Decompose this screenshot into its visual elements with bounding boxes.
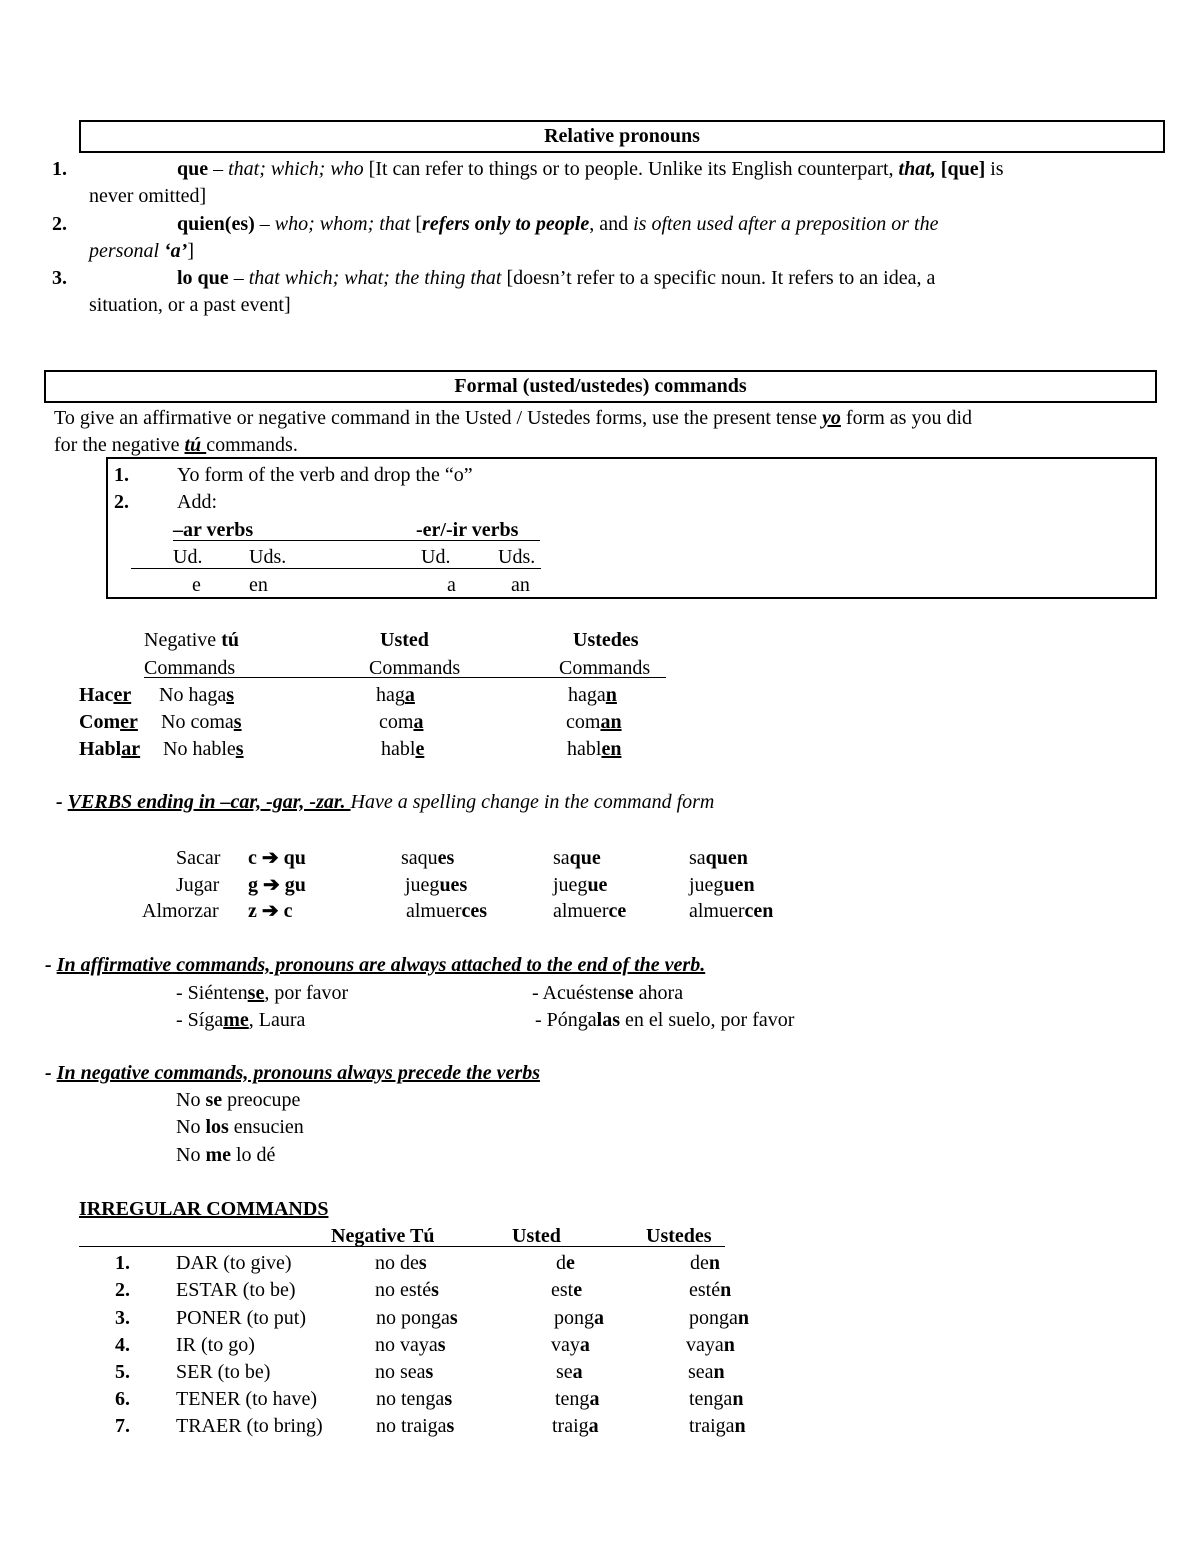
list-number: 3. [52, 267, 67, 289]
step-number: 2. [114, 491, 129, 513]
col-header-ustedes: Ustedes [646, 1225, 712, 1247]
er-ir-verbs-heading: -er/-ir verbs [416, 519, 519, 541]
ud-label: Ud. [421, 546, 451, 568]
col-subheader: Commands [369, 657, 461, 679]
example: - Siéntense, por favor [176, 982, 349, 1004]
example: - Sígame, Laura [176, 1009, 306, 1031]
col-header-usted: Usted [512, 1225, 561, 1247]
divider [79, 1246, 725, 1247]
ar-verbs-heading: –ar verbs [173, 519, 254, 541]
step-text: Add: [177, 491, 217, 513]
col-subheader: Commands [144, 657, 236, 679]
step-number: 1. [114, 464, 129, 486]
ar-uds-ending: en [249, 574, 268, 596]
formal-commands-title-box [44, 370, 1157, 403]
divider [173, 540, 540, 541]
list-item-text: lo que – that which; what; the thing that [doesn’t refer to a specific noun. It refers to an idea, a [177, 267, 936, 289]
list-item-text: que – that; which; who [It can refer to things or to people. Unlike its English counterpart, that, [que] is [177, 158, 1004, 180]
col-header-negative-tu: Negative Tú [331, 1225, 435, 1247]
divider [144, 677, 666, 678]
uds-label: Uds. [249, 546, 287, 568]
er-uds-ending: an [511, 574, 530, 596]
ud-label: Ud. [173, 546, 203, 568]
divider [131, 568, 541, 569]
example: No los ensucien [176, 1116, 304, 1138]
spelling-heading: - VERBS ending in –car, -gar, -zar. Have a spelling change in the command form [56, 791, 715, 813]
col-subheader: Commands [559, 657, 651, 679]
relative-pronouns-title-box [79, 120, 1165, 153]
formal-intro-line-2: for the negative tú commands. [54, 434, 298, 456]
formal-commands-title: Formal (usted/ustedes) commands [454, 375, 747, 397]
er-ud-ending: a [447, 574, 456, 596]
example: - Acuéstense ahora [532, 982, 684, 1004]
example: No me lo dé [176, 1144, 276, 1166]
col-header-negative-tu: Negative tú [144, 629, 239, 651]
ar-ud-ending: e [192, 574, 201, 596]
example: No se preocupe [176, 1089, 301, 1111]
uds-label: Uds. [498, 546, 536, 568]
list-item-continuation: situation, or a past event] [89, 294, 291, 316]
col-header-ustedes: Ustedes [573, 629, 639, 651]
example: - Póngalas en el suelo, por favor [535, 1009, 795, 1031]
step-text: Yo form of the verb and drop the “o” [177, 464, 473, 486]
arrow-icon: ➔ [263, 874, 280, 896]
arrow-icon: ➔ [261, 847, 279, 869]
list-number: 1. [52, 158, 67, 180]
arrow-icon: ➔ [261, 900, 279, 922]
list-item-continuation: personal ‘a’] [89, 240, 194, 262]
col-header-usted: Usted [380, 629, 429, 651]
negative-heading: - In negative commands, pronouns always precede the verbs [45, 1062, 541, 1084]
list-number: 2. [52, 213, 67, 235]
irregular-title: IRREGULAR COMMANDS [79, 1198, 329, 1220]
list-item-text: quien(es) – who; whom; that [refers only to people, and is often used after a preposition or the [177, 213, 939, 235]
relative-pronouns-title: Relative pronouns [544, 125, 700, 147]
affirmative-heading: - In affirmative commands, pronouns are always attached to the end of the verb. [45, 954, 706, 976]
list-item-continuation: never omitted] [89, 185, 207, 207]
formal-intro-line-1: To give an affirmative or negative command in the Usted / Ustedes forms, use the present tense yo form as you did [54, 407, 972, 429]
